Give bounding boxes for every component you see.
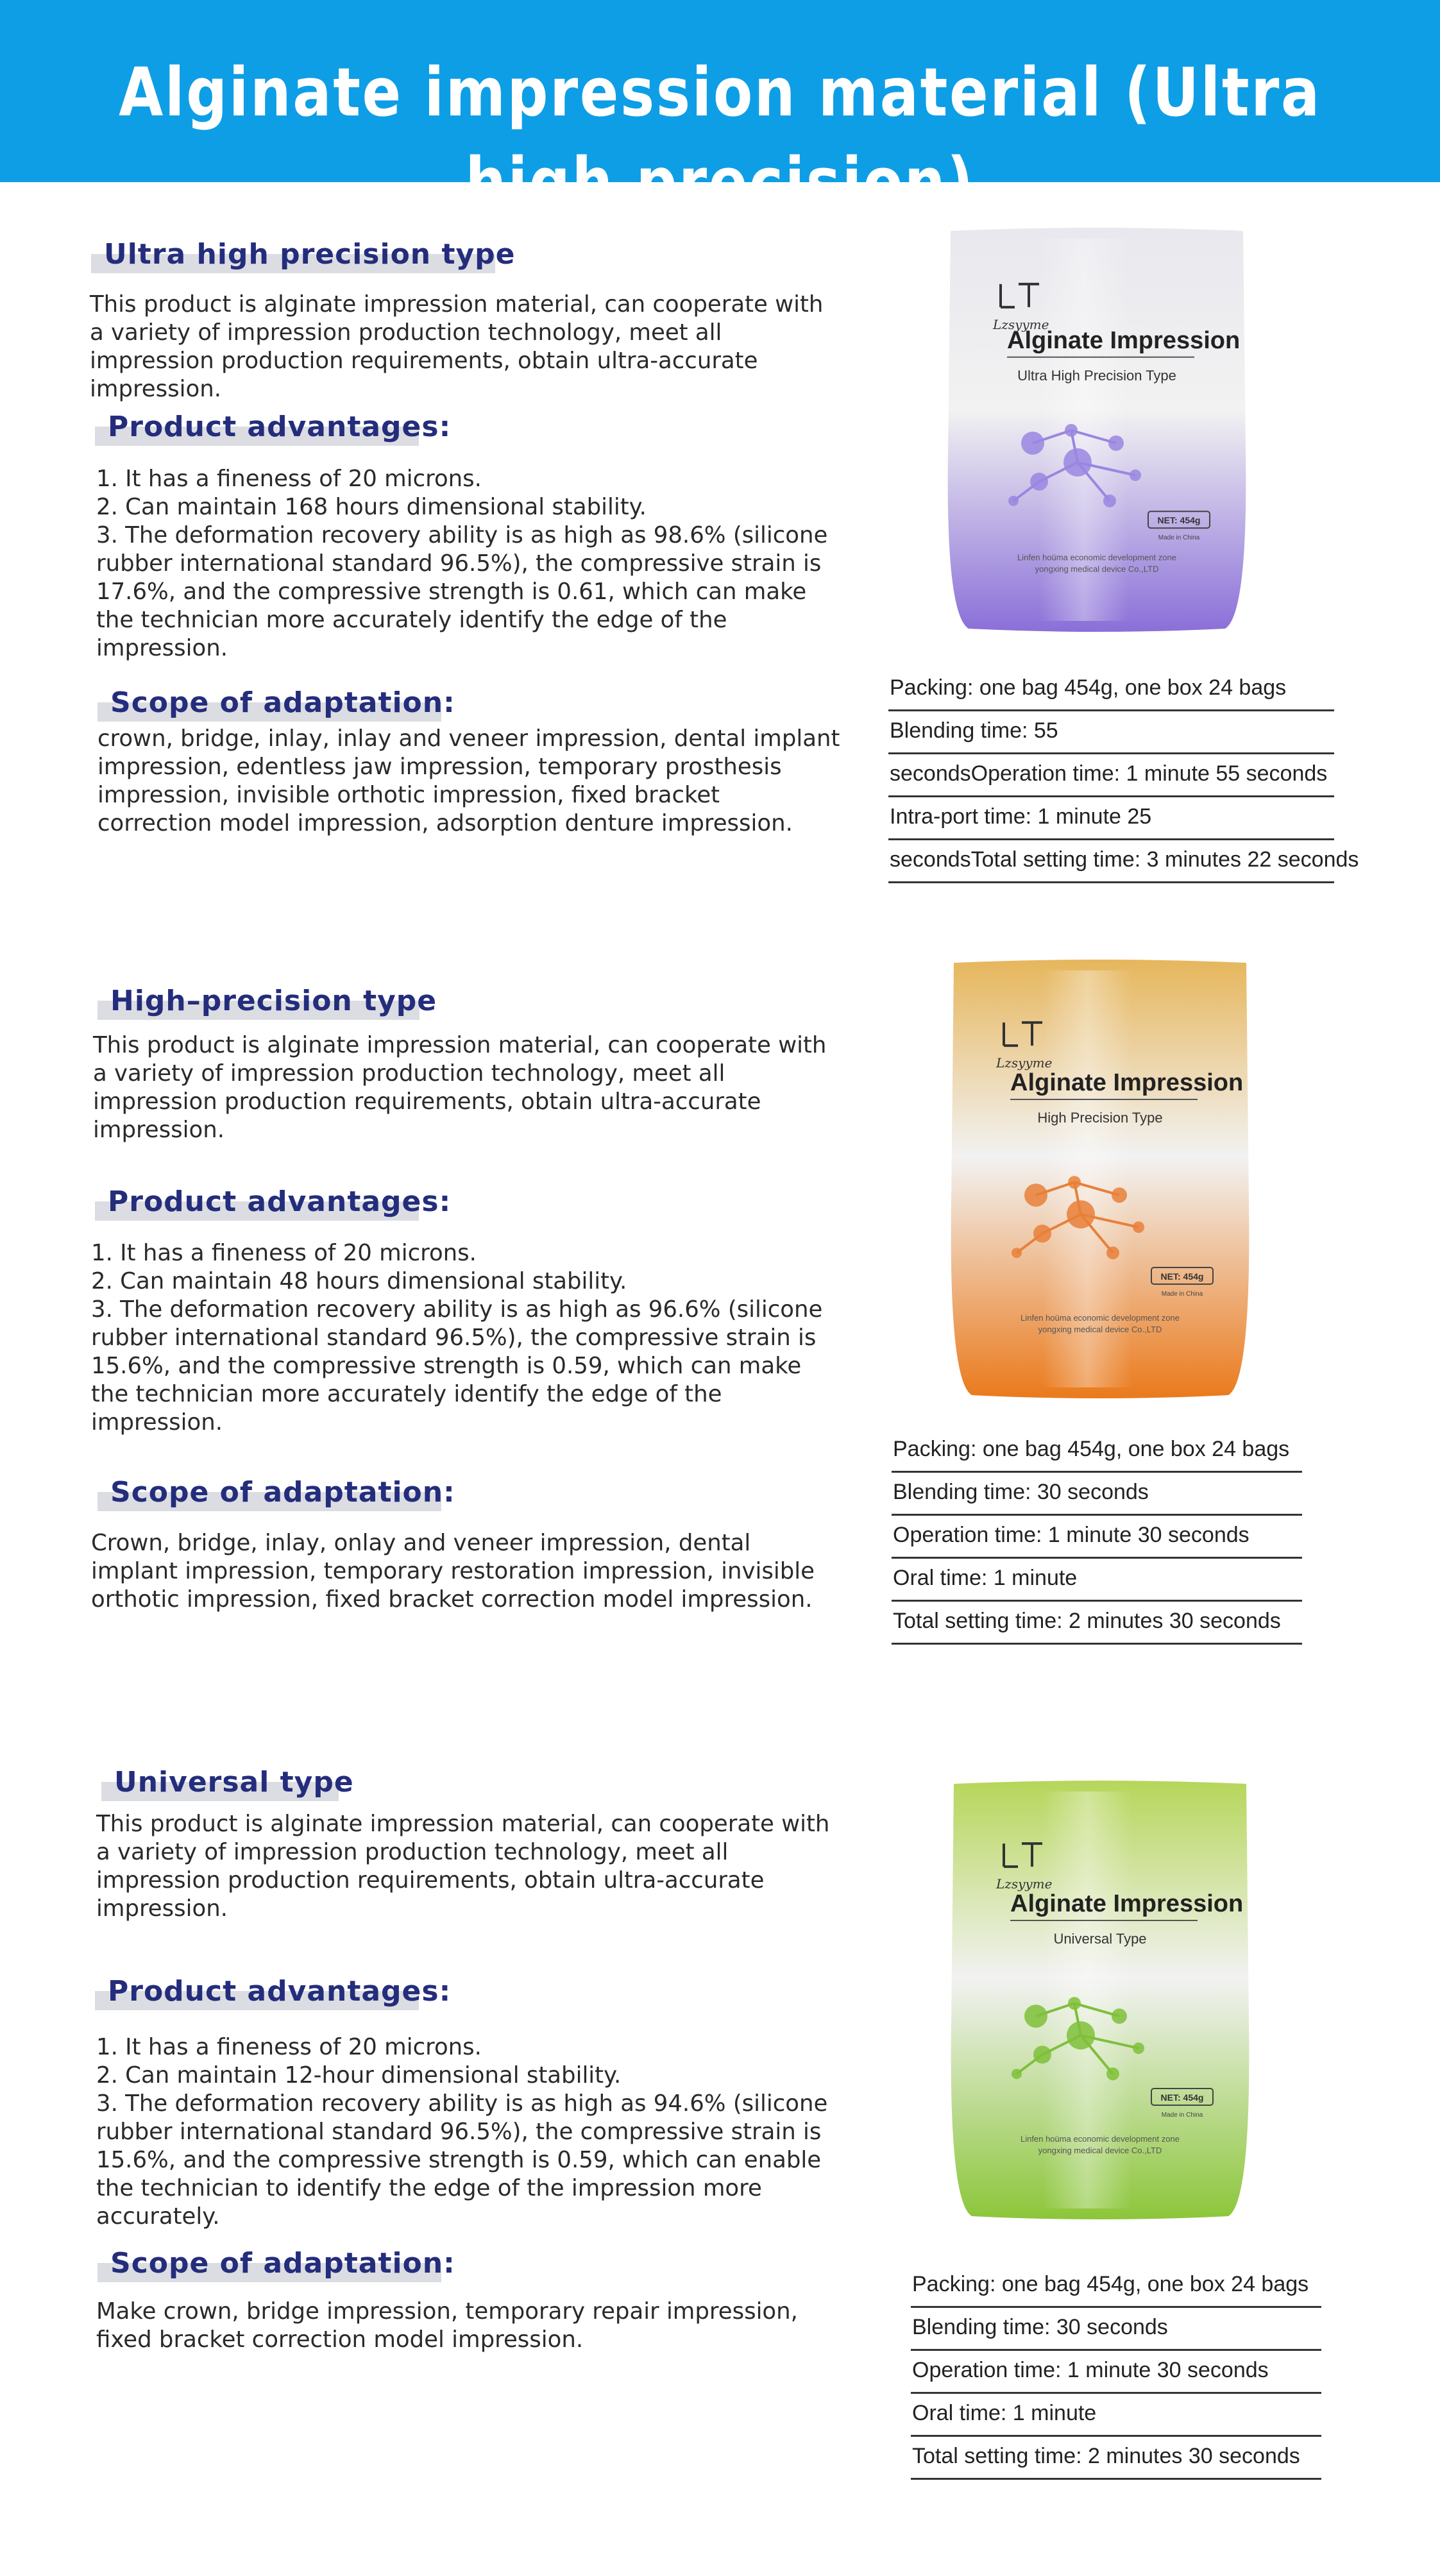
scope-paragraph: [91, 1529, 912, 1614]
bag-product-name: Alginate Impression: [1010, 1890, 1244, 1917]
advantage-line: 15.6%, and the compressive strength is 0.59, which can make: [91, 1353, 802, 1379]
advantage-line: 2. Can maintain 48 hours dimensional stability.: [91, 1268, 627, 1294]
bag-product-name: Alginate Impression: [1010, 1069, 1244, 1096]
advantage-line: rubber international standard 96.5%), the compressive strain is: [91, 1325, 817, 1351]
advantages-list: [91, 1239, 912, 1437]
molecule-icon: [1106, 2067, 1119, 2080]
page-title: Alginate impression material (Ultra high precision): [119, 53, 1321, 221]
molecule-icon: [1033, 2046, 1051, 2063]
spec-table: [911, 2265, 1321, 2480]
intro-paragraph: [93, 1031, 914, 1144]
advantage-line: the technician more accurately identify the edge of the: [91, 1381, 722, 1407]
scope-line: orthotic impression, fixed bracket correction model impression.: [91, 1586, 813, 1613]
scope-line: Crown, bridge, inlay, onlay and veneer impression, dental: [91, 1530, 751, 1556]
advantages-title: Product advantages:: [108, 411, 452, 443]
bag-variant: Universal Type: [1053, 1931, 1147, 1947]
advantage-line: 1. It has a fineness of 20 microns.: [96, 466, 482, 492]
molecule-icon: [1008, 496, 1019, 506]
type-title: Universal type: [114, 1766, 354, 1799]
molecule-icon: [1065, 424, 1078, 437]
made-in-label: Made in China: [1161, 2112, 1203, 2119]
maker-line: yongxing medical device Co.,LTD: [1035, 564, 1159, 574]
scope-title: Scope of adaptation:: [110, 2247, 455, 2280]
spec-row: Oral time: 1 minute: [892, 1559, 1302, 1602]
molecule-icon: [1024, 2004, 1047, 2028]
intro-line: This product is alginate impression material, can cooperate with: [90, 291, 824, 318]
advantages-heading: [95, 409, 452, 446]
net-weight-label: NET: 454g: [1160, 2092, 1204, 2103]
spec-row: Packing: one bag 454g, one box 24 bags: [892, 1430, 1302, 1473]
molecule-icon: [1067, 2021, 1095, 2049]
molecule-icon: [1033, 1224, 1051, 1242]
intro-line: impression.: [93, 1117, 224, 1143]
advantage-line: accurately.: [96, 2203, 220, 2230]
molecule-icon: [1103, 495, 1116, 507]
brand-name: Lzsyyme: [993, 316, 1049, 332]
product-bag-image: [946, 1779, 1254, 2221]
molecule-icon: [1133, 2042, 1144, 2054]
product-bag-image: [943, 226, 1251, 634]
maker-line: Linfen hoüma economic development zone: [1021, 2133, 1180, 2144]
intro-line: a variety of impression production technology, meet all: [93, 1060, 725, 1087]
molecule-icon: [1068, 1997, 1081, 2010]
advantages-title: Product advantages:: [108, 1185, 452, 1218]
intro-line: impression.: [96, 1895, 228, 1922]
molecule-icon: [1063, 448, 1092, 477]
intro-line: a variety of impression production technology, meet all: [96, 1839, 729, 1865]
molecule-icon: [1130, 470, 1141, 481]
scope-heading: [97, 684, 455, 722]
molecule-icon: [1108, 436, 1124, 451]
intro-line: impression production requirements, obtain ultra-accurate: [93, 1089, 761, 1115]
scope-paragraph: [97, 725, 919, 838]
scope-title: Scope of adaptation:: [110, 1476, 455, 1509]
advantage-line: rubber international standard 96.5%), the compressive strain is: [96, 550, 822, 577]
advantages-title: Product advantages:: [108, 1975, 452, 2008]
spec-row: secondsOperation time: 1 minute 55 seconds: [888, 754, 1334, 797]
molecule-icon: [1112, 1187, 1127, 1203]
scope-line: implant impression, temporary restoration impression, invisible: [91, 1558, 815, 1584]
spec-row: Total setting time: 2 minutes 30 seconds: [892, 1602, 1302, 1645]
advantages-list: [96, 465, 917, 663]
advantage-line: 17.6%, and the compressive strength is 0.61, which can make: [96, 579, 807, 605]
scope-heading: [97, 1474, 455, 1511]
intro-paragraph: [96, 1810, 917, 1923]
scope-line: Make crown, bridge impression, temporary repair impression,: [96, 2298, 798, 2325]
advantage-line: 1. It has a fineness of 20 microns.: [91, 1240, 477, 1266]
advantage-line: impression.: [91, 1409, 223, 1436]
molecule-icon: [1012, 2069, 1022, 2079]
spec-row: secondsTotal setting time: 3 minutes 22 seconds: [888, 840, 1334, 883]
intro-line: impression.: [90, 376, 221, 402]
intro-line: This product is alginate impression material, can cooperate with: [96, 1811, 830, 1837]
advantage-line: the technician more accurately identify the edge of the: [96, 607, 727, 633]
advantage-line: 1. It has a fineness of 20 microns.: [96, 2034, 482, 2060]
molecule-icon: [1067, 1200, 1095, 1228]
molecule-icon: [1112, 2008, 1127, 2024]
title-banner: [0, 0, 1440, 221]
scope-paragraph: [96, 2298, 917, 2354]
advantage-line: 15.6%, and the compressive strength is 0.59, which can enable: [96, 2147, 822, 2173]
bag-variant: High Precision Type: [1037, 1110, 1163, 1126]
spec-row: Operation time: 1 minute 30 seconds: [892, 1516, 1302, 1559]
made-in-label: Made in China: [1158, 534, 1200, 542]
spec-row: Oral time: 1 minute: [911, 2394, 1321, 2437]
molecule-icon: [1106, 1246, 1119, 1259]
scope-line: impression, edentless jaw impression, temporary prosthesis: [97, 754, 782, 780]
intro-paragraph: [90, 291, 911, 403]
maker-line: yongxing medical device Co.,LTD: [1038, 1324, 1162, 1334]
spec-row: Intra-port time: 1 minute 25: [888, 797, 1334, 840]
intro-line: impression production requirements, obtain ultra-accurate: [90, 348, 758, 374]
bag-product-name: Alginate Impression: [1007, 326, 1241, 354]
maker-line: yongxing medical device Co.,LTD: [1038, 2145, 1162, 2155]
intro-line: impression production requirements, obtain ultra-accurate: [96, 1867, 765, 1894]
maker-line: Linfen hoüma economic development zone: [1017, 552, 1176, 563]
scope-line: fixed bracket correction model impression.: [96, 2326, 584, 2353]
spec-row: Blending time: 30 seconds: [911, 2308, 1321, 2351]
molecule-icon: [1068, 1176, 1081, 1189]
type-heading: [97, 983, 437, 1020]
molecule-icon: [1024, 1183, 1047, 1207]
product-bag-image: [946, 958, 1254, 1400]
molecule-icon: [1030, 473, 1048, 491]
made-in-label: Made in China: [1161, 1291, 1203, 1298]
advantage-line: 3. The deformation recovery ability is as high as 96.6% (silicone: [91, 1296, 823, 1323]
molecule-icon: [1012, 1248, 1022, 1258]
advantages-list: [96, 2033, 917, 2231]
product-bag: [943, 226, 1251, 634]
product-bag: [946, 1779, 1254, 2221]
net-weight-label: NET: 454g: [1157, 515, 1201, 526]
spec-row: Blending time: 55: [888, 711, 1334, 754]
scope-heading: [97, 2245, 455, 2282]
intro-line: a variety of impression production technology, meet all: [90, 319, 722, 346]
product-bag: [946, 958, 1254, 1400]
bag-variant: Ultra High Precision Type: [1017, 367, 1176, 384]
scope-line: crown, bridge, inlay, inlay and veneer impression, dental implant: [97, 725, 840, 752]
spec-row: Packing: one bag 454g, one box 24 bags: [888, 668, 1334, 711]
advantages-heading: [95, 1183, 452, 1221]
type-title: High–precision type: [110, 985, 437, 1017]
molecule-icon: [1133, 1221, 1144, 1233]
type-title: Ultra high precision type: [104, 238, 516, 271]
spec-table: [888, 668, 1359, 883]
advantage-line: the technician to identify the edge of the impression more: [96, 2175, 762, 2201]
scope-title: Scope of adaptation:: [110, 686, 455, 719]
spec-row: Packing: one bag 454g, one box 24 bags: [911, 2265, 1321, 2308]
advantage-line: impression.: [96, 635, 228, 661]
advantage-line: rubber international standard 96.5%), the compressive strain is: [96, 2119, 822, 2145]
scope-line: impression, invisible orthotic impression, fixed bracket: [97, 782, 720, 808]
spec-row: Operation time: 1 minute 30 seconds: [911, 2351, 1321, 2394]
molecule-icon: [1021, 432, 1044, 455]
advantage-line: 2. Can maintain 12-hour dimensional stability.: [96, 2062, 622, 2089]
spec-row: Total setting time: 2 minutes 30 seconds: [911, 2437, 1321, 2480]
spec-table: [892, 1430, 1302, 1645]
maker-line: Linfen hoüma economic development zone: [1021, 1312, 1180, 1323]
spec-row: Blending time: 30 seconds: [892, 1473, 1302, 1516]
advantage-line: 2. Can maintain 168 hours dimensional stability.: [96, 494, 647, 520]
type-heading: [91, 236, 516, 273]
net-weight-label: NET: 454g: [1160, 1271, 1204, 1282]
advantages-heading: [95, 1973, 452, 2010]
advantage-line: 3. The deformation recovery ability is as high as 94.6% (silicone: [96, 2090, 828, 2117]
brand-name: Lzsyyme: [996, 1876, 1053, 1892]
scope-line: correction model impression, adsorption denture impression.: [97, 810, 793, 836]
brand-name: Lzsyyme: [996, 1055, 1053, 1071]
type-heading: [101, 1764, 354, 1801]
intro-line: This product is alginate impression material, can cooperate with: [93, 1032, 827, 1058]
advantage-line: 3. The deformation recovery ability is as high as 98.6% (silicone: [96, 522, 828, 548]
